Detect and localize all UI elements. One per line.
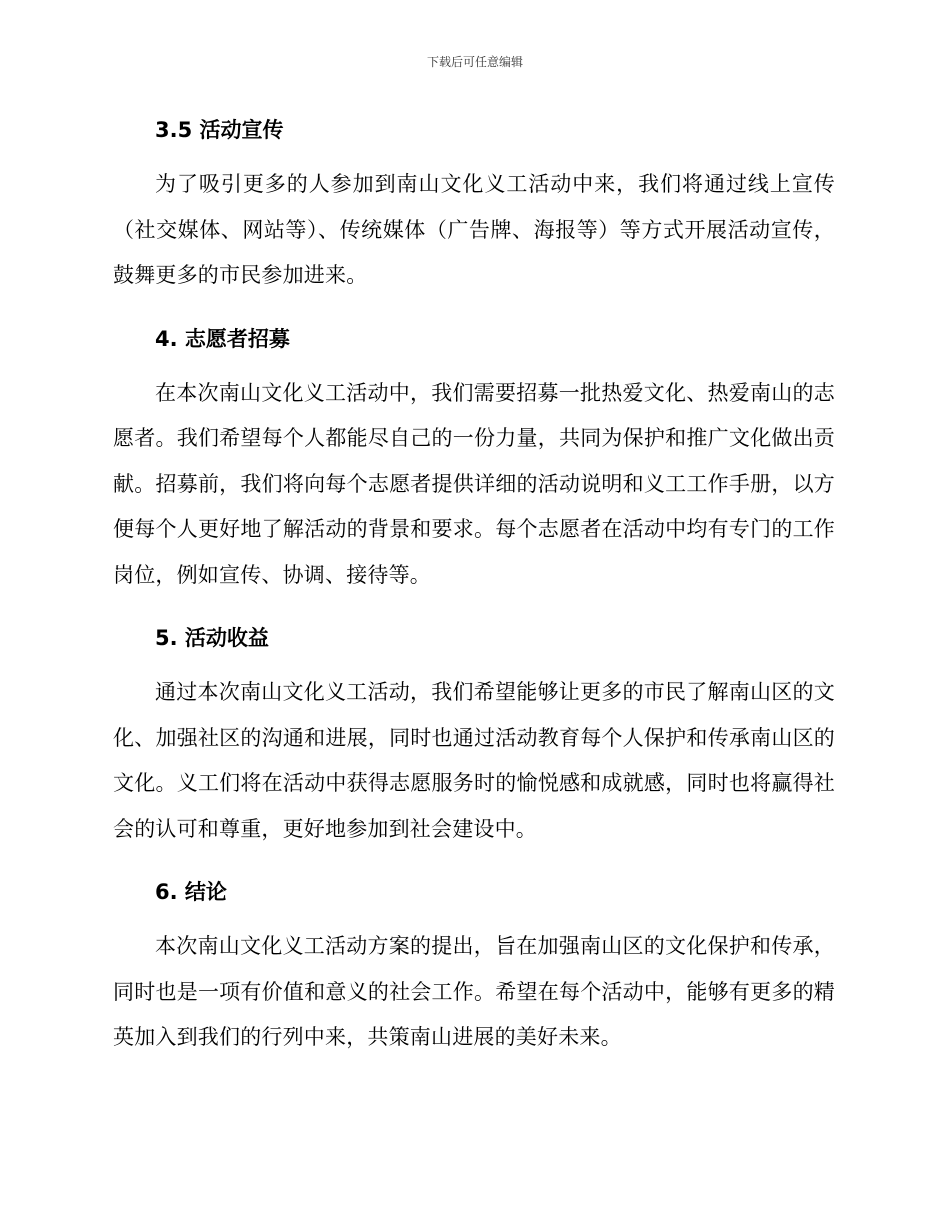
section-heading: 6. 结论	[155, 880, 227, 904]
section-heading: 5. 活动收益	[155, 626, 269, 650]
section-paragraph: 通过本次南山文化义工活动，我们希望能够让更多的市民了解南山区的文化、加强社区的沟通和进展，同时也通过活动教育每个人保护和传承南山区的文化。义工们将在活动中获得志愿服务时的愉悦感和成就感，同时也将赢得社会的认可和尊重，更好地参加到社会建设中。	[113, 680, 835, 841]
section-paragraph: 在本次南山文化义工活动中，我们需要招募一批热爱文化、热爱南山的志愿者。我们希望每个人都能尽自己的一份力量，共同为保护和推广文化做出贡献。招募前，我们将向每个志愿者提供详细的活动说明和义工工作手册，以方便每个人更好地了解活动的背景和要求。每个志愿者在活动中均有专门的工作岗位，例如宣传、协调、接待等。	[113, 380, 835, 587]
section-heading: 4. 志愿者招募	[155, 326, 290, 351]
page-header-note: 下载后可任意编辑	[426, 55, 523, 69]
section-conclusion	[113, 870, 835, 1061]
section-activity-benefits	[113, 616, 835, 852]
section-paragraph: 为了吸引更多的人参加到南山文化义工活动中来，我们将通过线上宣传（社交媒体、网站等）、传统媒体（广告牌、海报等）等方式开展活动宣传，鼓舞更多的市民参加进来。	[113, 172, 835, 287]
section-paragraph: 本次南山文化义工活动方案的提出，旨在加强南山区的文化保护和传承，同时也是一项有价值和意义的社会工作。希望在每个活动中，能够有更多的精英加入到我们的行列中来，共策南山进展的美好未来。	[113, 934, 835, 1049]
document-body	[113, 108, 835, 1061]
section-volunteer-recruitment	[113, 317, 835, 599]
section-activity-promotion	[113, 108, 835, 299]
section-heading: 3.5 活动宣传	[155, 118, 284, 142]
